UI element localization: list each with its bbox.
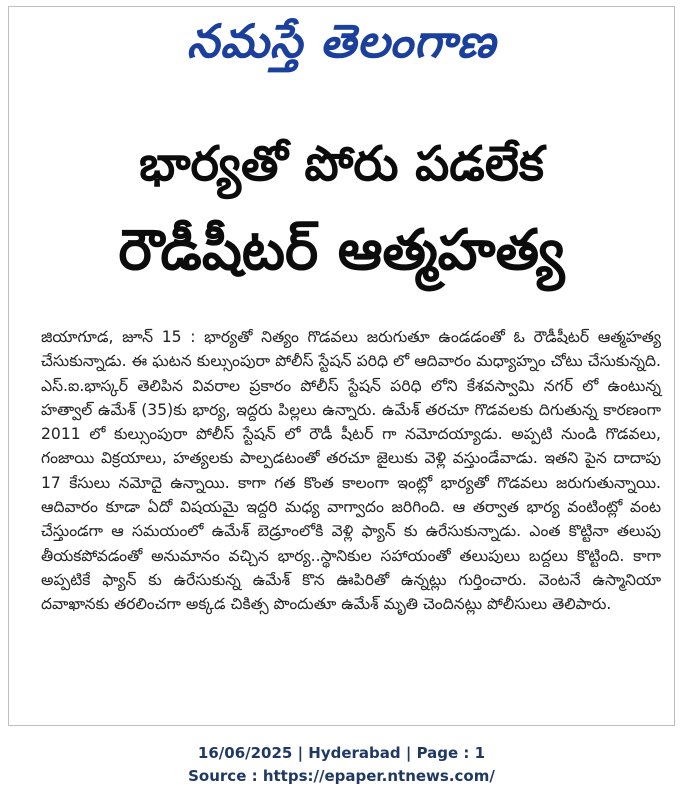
newspaper-masthead: నమస్తే తెలంగాణ <box>186 14 497 68</box>
dateline: 16/06/2025 | Hyderabad | Page : 1 <box>197 744 486 762</box>
newspaper-clipping <box>8 6 675 726</box>
source-line: Source : https://epaper.ntnews.com/ <box>188 767 495 785</box>
headline-line-2: రౌడీషీటర్ ఆత్మహత్య <box>118 218 565 283</box>
headline-line-1: భార్యతో పోరు పడలేక <box>139 136 544 192</box>
article-body: జియాగూడ, జూన్ 15 : భార్యతో నిత్యం గొడవలు జరుగుతూ ఉండడంతో ఓ రౌడీషీటర్ ఆత్మహత్య చేసుకున్నాడు. ఈ ఘటన కుల్సుంపురా పోలీస్ స్టేషన్ పరిధి లో ఆదివారం మధ్యాహ్నం చోటు చేసుకున్నది. ఎస్.ఐ.భాస్కర్ తెలిపిన వివరాల ప్రకారం పోలీస్ స్టేషన్ పరిధి లోని కేశవస్వామి నగర్ లో ఉంటున్న హత్వాల్ ఉమేశ్ (35)కు భార్య, ఇద్దరు పిల్లలు ఉన్నారు. ఉమేశ్ తరచూ గొడవలకు దిగుతున్న కారణంగా 2011 లో కుల్సుంపురా పోలీస్ స్టేషన్ లో రౌడీ షీటర్ గా నమోదయ్యాడు. అప్పటి నుండి గొడవలు, గంజాయి విక్రయాలు, హత్యలకు పాల్పడటంతో తరచూ జైలుకు వెళ్లి వస్తుండేవాడు. ఇతని పైన దాదాపు 17 కేసులు నమోదై ఉన్నాయి. కాగా గత కొంత కాలంగా ఇంట్లో భార్యతో గొడవలు జరుగుతున్నాయి. ఆదివారం కూడా ఏదో విషయమై ఇద్దరి మధ్య వాగ్వాదం జరిగింది. ఆ తర్వాత భార్య వంటింట్లో వంట చేస్తుండగా ఆ సమయంలో ఉమేశ్ బెడ్రూంలోకి వెళ్లి ఫ్యాన్ కు ఉరేసుకున్నాడు. ఎంత కొట్టినా తలుపు తీయకపోవడంతో అనుమానం వచ్చిన భార్య..స్థానికుల సహాయంతో తలుపులు బద్దలు కొట్టింది. కాగా అప్పటికే ఫ్యాన్ కు ఉరేసుకున్న ఉమేశ్ కొన ఊపిరితో ఉన్నట్లు గుర్తించారు. వెంటనే ఉస్మానియా దవాఖానకు తరలించగా అక్కడ చికిత్స పొందుతూ ఉమేశ్ మృతి చెందినట్లు పోలీసులు తెలిపారు. <box>41 328 661 614</box>
